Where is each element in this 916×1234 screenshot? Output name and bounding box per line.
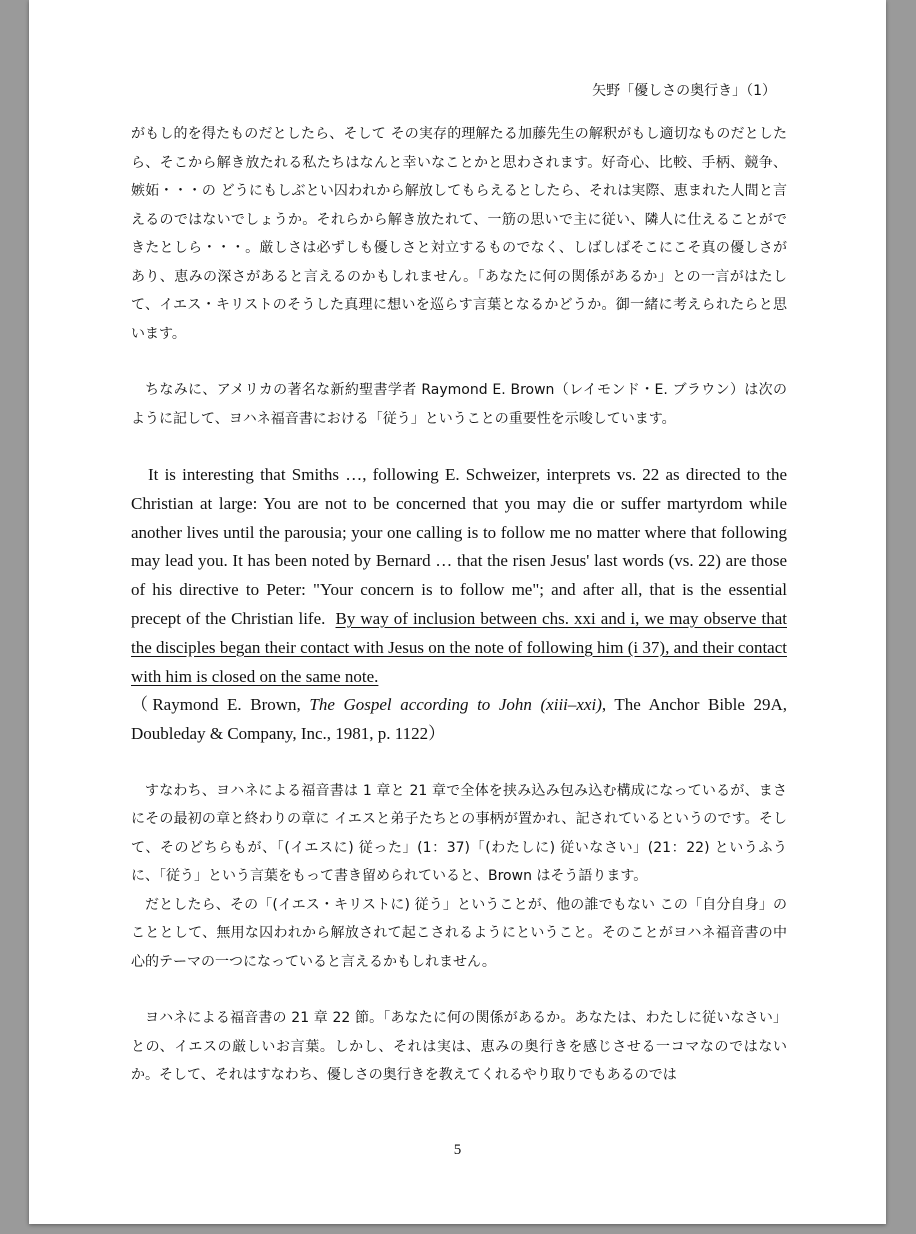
paragraph-5: ヨハネによる福音書の 21 章 22 節。「あなたに何の関係があるか。あなたは、わたしに従いなさい」との、イエスの厳しいお言葉。しかし、それは実は、恵みの奥行きを感じさせる一コマなのではないか。そして、それはすなわち、優しさの奥行きを教えてくれるやり取りでもあるのでは [131, 1010, 787, 1084]
citation-details: , The Anchor Bible 29A, Doubleday & Company, Inc., 1981, p. 1122） [131, 695, 787, 744]
running-header: 矢野「優しさの奥行き」（1） [592, 83, 776, 99]
citation [131, 691, 787, 749]
english-quotation [131, 461, 787, 691]
page-number: 5 [453, 1142, 462, 1158]
page-body [131, 120, 787, 1090]
citation-book-title: The Gospel according to John (xiii–xxi) [309, 695, 602, 715]
underlined-quotation: By way of inclusion between chs. xxi and i, we may observe that the disciples began their contact with Jesus on the note of following him (i 37), and their contact with him is closed on the same note. [131, 608, 787, 686]
paragraph-1: がもし的を得たものだとしたら、そして その実存的理解たる加藤先生の解釈がもし適切なものだとしたら、そこから解き放たれる私たちはなんと幸いなことかと思わされます。好奇心、比較、手柄、競争、嫉妬・・・の どうにもしぶとい囚われから解放してもらえるとしたら、それは実際、恵まれた人間と言えるのではないでしょうか。それらから解き放たれて、一筋の思いで主に従い、隣人に仕えることができたとしら・・・。厳しさは必ずしも優しさと対立するものでなく、しばしばそこにこそ真の優しさがあり、恵みの深さがあると言えるのかもしれません。「あなたに何の関係があるか」との一言がはたして、イエス・キリストのそうした真理に想いを巡らす言葉となるかどうか。御一緒に考えられたらと思います。 [131, 126, 787, 342]
paragraph-4: だとしたら、その「(イエス・キリストに) 従う」ということが、他の誰でもない この「自分自身」のこととして、無用な囚われから解放されて起こされるようにということ。そのことがヨハネ福音書の中心的テーマの一つになっていると言えるかもしれません。 [131, 896, 787, 970]
citation-author: （Raymond E. Brown, [131, 695, 310, 715]
paragraph-3: すなわち、ヨハネによる福音書は 1 章と 21 章で全体を挟み込み包み込む構成になっているが、まさにその最初の章と終わりの章に イエスと弟子たちとの事柄が置かれ、記されているというのです。そして、そのどちらもが、「(イエスに) 従った」(1：37)「(わたしに) 従いなさい」(21：22) というふうに、「従う」という言葉をもって書き留められていると、Brown はそう語ります。 [131, 782, 787, 885]
paragraph-2: ちなみに、アメリカの著名な新約聖書学者 Raymond E. Brown（レイモンド・E. ブラウン）は次のように記して、ヨハネ福音書における「従う」ということの重要性を示唆しています。 [131, 382, 787, 427]
document-page [29, 0, 886, 1224]
quotation-text: It is interesting that Smiths …, following E. Schweizer, interprets vs. 22 as directed to the Christian at large: You are not to be concerned that you may die or suffer martyrdom while another lives until the parousia; your one calling is to follow me no matter where that following may lead you. It has been noted by Bernard … that the risen Jesus' last words (vs. 22) are those of his directive to Peter: "Your concern is to follow me"; and after all, that is the essential precept of the Christian life. [131, 465, 787, 628]
